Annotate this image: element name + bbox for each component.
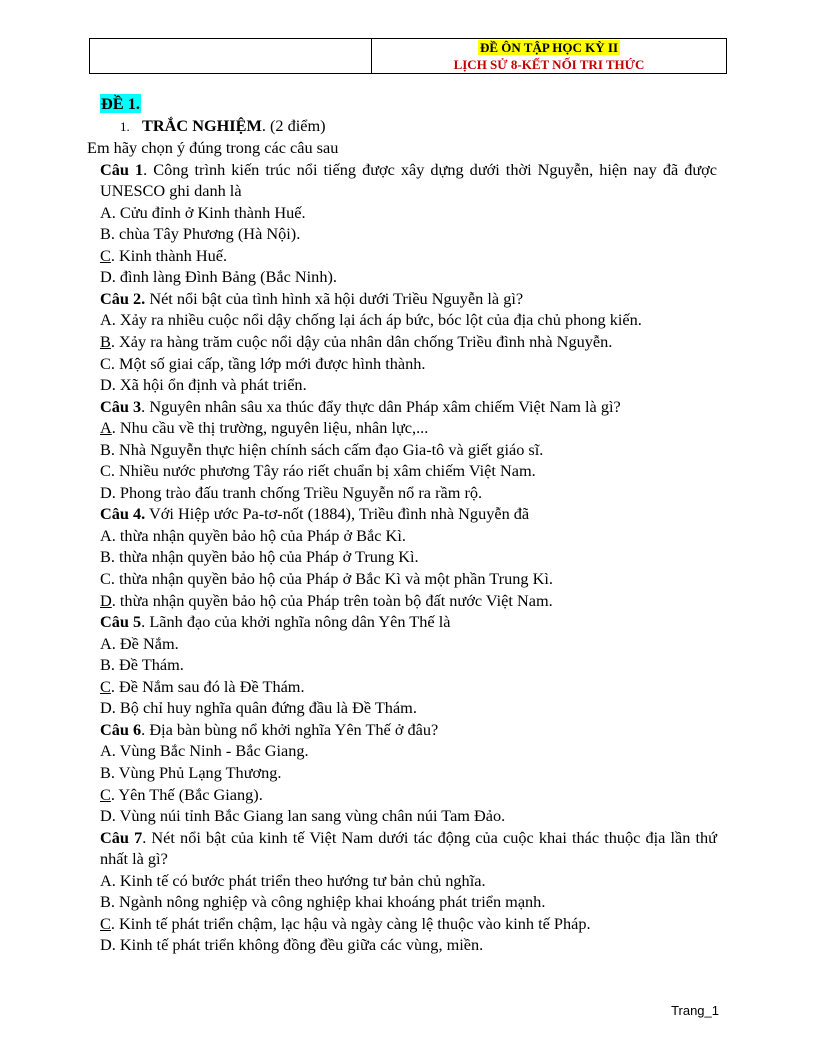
document-body xyxy=(87,93,718,956)
option-letter: A xyxy=(100,418,112,438)
option-text: . Kinh thành Huế. xyxy=(110,245,228,265)
option-letter: A xyxy=(100,310,112,330)
question-list xyxy=(100,159,717,956)
option-5-d xyxy=(100,697,717,719)
option-text: . Cửu đỉnh ở Kinh thành Huế. xyxy=(111,202,306,222)
header-right-cell xyxy=(372,39,727,74)
option-text: . chùa Tây Phương (Hà Nội). xyxy=(110,224,301,244)
option-text: . Kinh tế có bước phát triển theo hướng tư bản chủ nghĩa. xyxy=(111,870,486,890)
option-letter: C xyxy=(100,353,111,373)
question-separator: . xyxy=(141,396,150,416)
option-letter: D xyxy=(100,806,112,826)
option-letter: A xyxy=(100,870,112,890)
option-4-d xyxy=(100,590,717,612)
option-3-c xyxy=(100,460,717,482)
question-3 xyxy=(100,396,717,418)
option-letter: D xyxy=(100,698,112,718)
option-text: . đình làng Đình Bảng (Bắc Ninh). xyxy=(111,267,337,287)
option-text: . Phong trào đấu tranh chống Triều Nguyễn nổ ra rầm rộ. xyxy=(111,482,483,502)
question-text: Nguyên nhân sâu xa thúc đẩy thực dân Pháp xâm chiếm Việt Nam là gì? xyxy=(149,396,621,416)
question-5 xyxy=(100,611,717,633)
question-label: Câu 5 xyxy=(100,612,142,632)
option-6-d xyxy=(100,805,717,827)
section-suffix: . (2 điểm) xyxy=(261,115,326,135)
option-letter: C xyxy=(100,913,111,933)
header-table xyxy=(89,38,727,74)
option-text: . Ngành nông nghiệp và công nghiệp khai khoáng phát triển mạnh. xyxy=(110,892,546,912)
option-7-a xyxy=(100,870,717,892)
question-separator: . xyxy=(142,827,152,847)
option-6-c xyxy=(100,784,717,806)
option-text: . Đề Thám. xyxy=(110,655,184,675)
section-number: 1. xyxy=(120,118,130,134)
option-text: . Nhu cầu về thị trường, nguyên liệu, nhân lực,... xyxy=(111,418,429,438)
option-letter: D xyxy=(100,375,112,395)
option-text: . Kinh tế phát triển chậm, lạc hậu và ngày càng lệ thuộc vào kinh tế Pháp. xyxy=(110,913,591,933)
option-letter: B xyxy=(100,332,111,352)
option-text: . Yên Thế (Bắc Giang). xyxy=(110,784,263,804)
option-letter: D xyxy=(100,935,112,955)
option-text: . thừa nhận quyền bảo hộ của Pháp trên toàn bộ đất nước Việt Nam. xyxy=(111,590,553,610)
question-text: Địa bàn bùng nổ khởi nghĩa Yên Thế ở đâu? xyxy=(149,719,439,739)
option-text: . Xã hội ổn định và phát triển. xyxy=(111,375,307,395)
question-separator: . xyxy=(141,612,150,632)
option-5-c xyxy=(100,676,717,698)
option-letter: C xyxy=(100,461,111,481)
page-number: Trang_1 xyxy=(671,1003,719,1018)
option-text: . thừa nhận quyền bảo hộ của Pháp ở Bắc Kì và một phần Trung Kì. xyxy=(110,569,553,589)
option-text: . Một số giai cấp, tầng lớp mới được hình thành. xyxy=(110,353,426,373)
option-letter: B xyxy=(100,439,111,459)
option-letter: A xyxy=(100,633,112,653)
option-1-c xyxy=(100,245,717,267)
question-text: Với Hiệp ước Pa-tơ-nốt (1884), Triều đình nhà Nguyễn đã xyxy=(149,504,530,524)
instruction: Em hãy chọn ý đúng trong các câu sau xyxy=(87,138,339,158)
option-3-d xyxy=(100,482,717,504)
option-4-b xyxy=(100,546,717,568)
option-3-b xyxy=(100,439,717,461)
question-2 xyxy=(100,288,717,310)
option-4-a xyxy=(100,525,717,547)
question-4 xyxy=(100,503,717,525)
option-7-d xyxy=(100,934,717,956)
exam-title: ĐỀ ÔN TẬP HỌC KỲ II xyxy=(479,40,619,55)
option-text: . Kinh tế phát triển không đồng đều giữa các vùng, miền. xyxy=(111,935,484,955)
option-letter: B xyxy=(100,224,111,244)
question-text: Lãnh đạo của khởi nghĩa nông dân Yên Thế là xyxy=(149,612,451,632)
option-5-b xyxy=(100,654,717,676)
option-7-b xyxy=(100,891,717,913)
option-letter: B xyxy=(100,547,111,567)
question-text: Nét nổi bật của tình hình xã hội dưới Triều Nguyễn là gì? xyxy=(149,288,524,308)
option-letter: A xyxy=(100,202,112,222)
option-letter: B xyxy=(100,762,111,782)
option-text: . Đề Nắm. xyxy=(111,633,179,653)
option-letter: C xyxy=(100,245,111,265)
option-text: . thừa nhận quyền bảo hộ của Pháp ở Trung Kì. xyxy=(110,547,419,567)
question-text: Nét nổi bật của kinh tế Việt Nam dưới tác động của cuộc khai thác thuộc địa lần thứ nhất là gì? xyxy=(100,827,718,869)
option-text: . Xảy ra hàng trăm cuộc nổi dậy của nhân dân chống Triều đình nhà Nguyễn. xyxy=(110,332,613,352)
subject-title: LỊCH SỬ 8-KẾT NỐI TRI THỨC xyxy=(453,57,645,72)
option-text: . Xảy ra nhiều cuộc nổi dậy chống lại ách áp bức, bóc lột của địa chủ phong kiến. xyxy=(111,310,642,330)
question-separator: . xyxy=(143,159,154,179)
section-title: TRẮC NGHIỆM xyxy=(142,115,262,135)
option-2-b xyxy=(100,331,717,353)
header-left-cell xyxy=(90,39,372,74)
option-6-a xyxy=(100,740,717,762)
question-label: Câu 2. xyxy=(100,288,146,308)
option-1-d xyxy=(100,266,717,288)
option-4-c xyxy=(100,568,717,590)
option-6-b xyxy=(100,762,717,784)
section-heading xyxy=(100,115,717,138)
option-letter: A xyxy=(100,741,112,761)
question-label: Câu 4. xyxy=(100,504,146,524)
option-text: . Vùng Bắc Ninh - Bắc Giang. xyxy=(111,741,309,761)
option-2-c xyxy=(100,353,717,375)
exam-label: ĐỀ 1. xyxy=(101,94,140,113)
question-label: Câu 6 xyxy=(100,719,142,739)
question-label: Câu 7 xyxy=(100,827,143,847)
option-text: . Nhiều nước phương Tây ráo riết chuẩn bị xâm chiếm Việt Nam. xyxy=(110,461,536,481)
question-1 xyxy=(100,159,717,202)
question-7 xyxy=(100,827,717,870)
option-1-a xyxy=(100,202,717,224)
option-3-a xyxy=(100,417,717,439)
question-label: Câu 1 xyxy=(100,159,144,179)
option-text: . thừa nhận quyền bảo hộ của Pháp ở Bắc Kì. xyxy=(111,525,406,545)
question-6 xyxy=(100,719,717,741)
option-text: . Nhà Nguyễn thực hiện chính sách cấm đạo Gia-tô và giết giáo sĩ. xyxy=(110,439,544,459)
option-text: . Vùng núi tỉnh Bắc Giang lan sang vùng chân núi Tam Đảo. xyxy=(111,806,506,826)
question-text: Công trình kiến trúc nổi tiếng được xây dựng dưới thời Nguyễn, hiện nay đã được UNESCO ghi danh là xyxy=(100,159,718,201)
option-letter: B xyxy=(100,655,111,675)
option-letter: C xyxy=(100,676,111,696)
option-text: . Bộ chỉ huy nghĩa quân đứng đầu là Đề Thám. xyxy=(111,698,417,718)
question-separator: . xyxy=(141,719,150,739)
option-letter: D xyxy=(100,590,112,610)
question-label: Câu 3 xyxy=(100,396,142,416)
option-text: . Đề Nắm sau đó là Đề Thám. xyxy=(110,676,305,696)
option-letter: D xyxy=(100,267,112,287)
option-5-a xyxy=(100,633,717,655)
option-letter: A xyxy=(100,525,112,545)
option-letter: B xyxy=(100,892,111,912)
option-2-d xyxy=(100,374,717,396)
option-text: . Vùng Phủ Lạng Thương. xyxy=(110,762,282,782)
option-2-a xyxy=(100,309,717,331)
option-letter: C xyxy=(100,569,111,589)
option-letter: D xyxy=(100,482,112,502)
option-letter: C xyxy=(100,784,111,804)
option-7-c xyxy=(100,913,717,935)
option-1-b xyxy=(100,223,717,245)
